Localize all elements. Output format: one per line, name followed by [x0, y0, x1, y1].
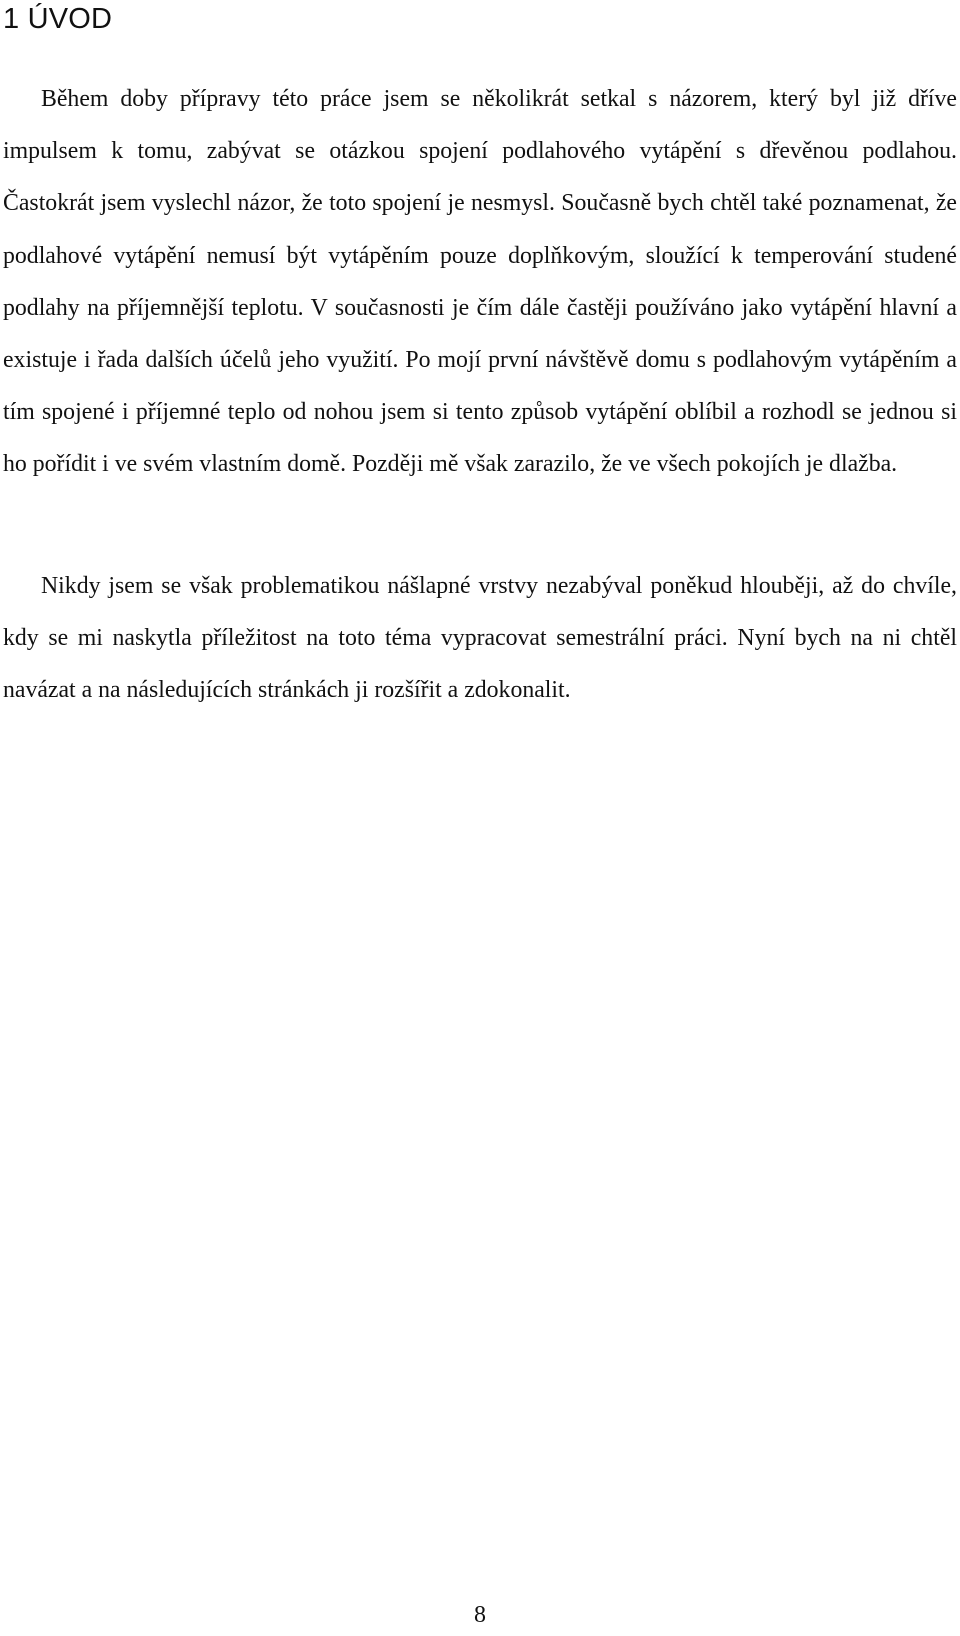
- intro-paragraph-1: Během doby přípravy této práce jsem se několikrát setkal s názorem, který byl již dříve impulsem k tomu, zabývat se otázkou spojení podlahového vytápění s dřevěnou podlahou. Častokrát jsem vyslechl názor, že toto spojení je nesmysl. Současně bych chtěl také poznamenat, že podlahové vytápění nemusí být vytápěním pouze doplňkovým, sloužící k temperování studené podlahy na příjemnější teplotu. V současnosti je čím dále častěji používáno jako vytápění hlavní a existuje i řada dalších účelů jeho využití. Po mojí první návštěvě domu s podlahovým vytápěním a tím spojené i příjemné teplo od nohou jsem si tento způsob vytápění oblíbil a rozhodl se jednou si ho pořídit i ve svém vlastním domě. Později mě však zarazilo, že ve všech pokojích je dlažba.: [3, 86, 957, 478]
- chapter-heading: 1 ÚVOD: [3, 3, 113, 35]
- intro-paragraph-2: Nikdy jsem se však problematikou nášlapné vrstvy nezabýval poněkud hlouběji, až do chvíle, kdy se mi naskytla příležitost na toto téma vypracovat semestrální práci. Nyní bych na ni chtěl navázat a na následujících stránkách ji rozšířit a zdokonalit.: [3, 573, 957, 704]
- page-number: 8: [474, 1602, 486, 1628]
